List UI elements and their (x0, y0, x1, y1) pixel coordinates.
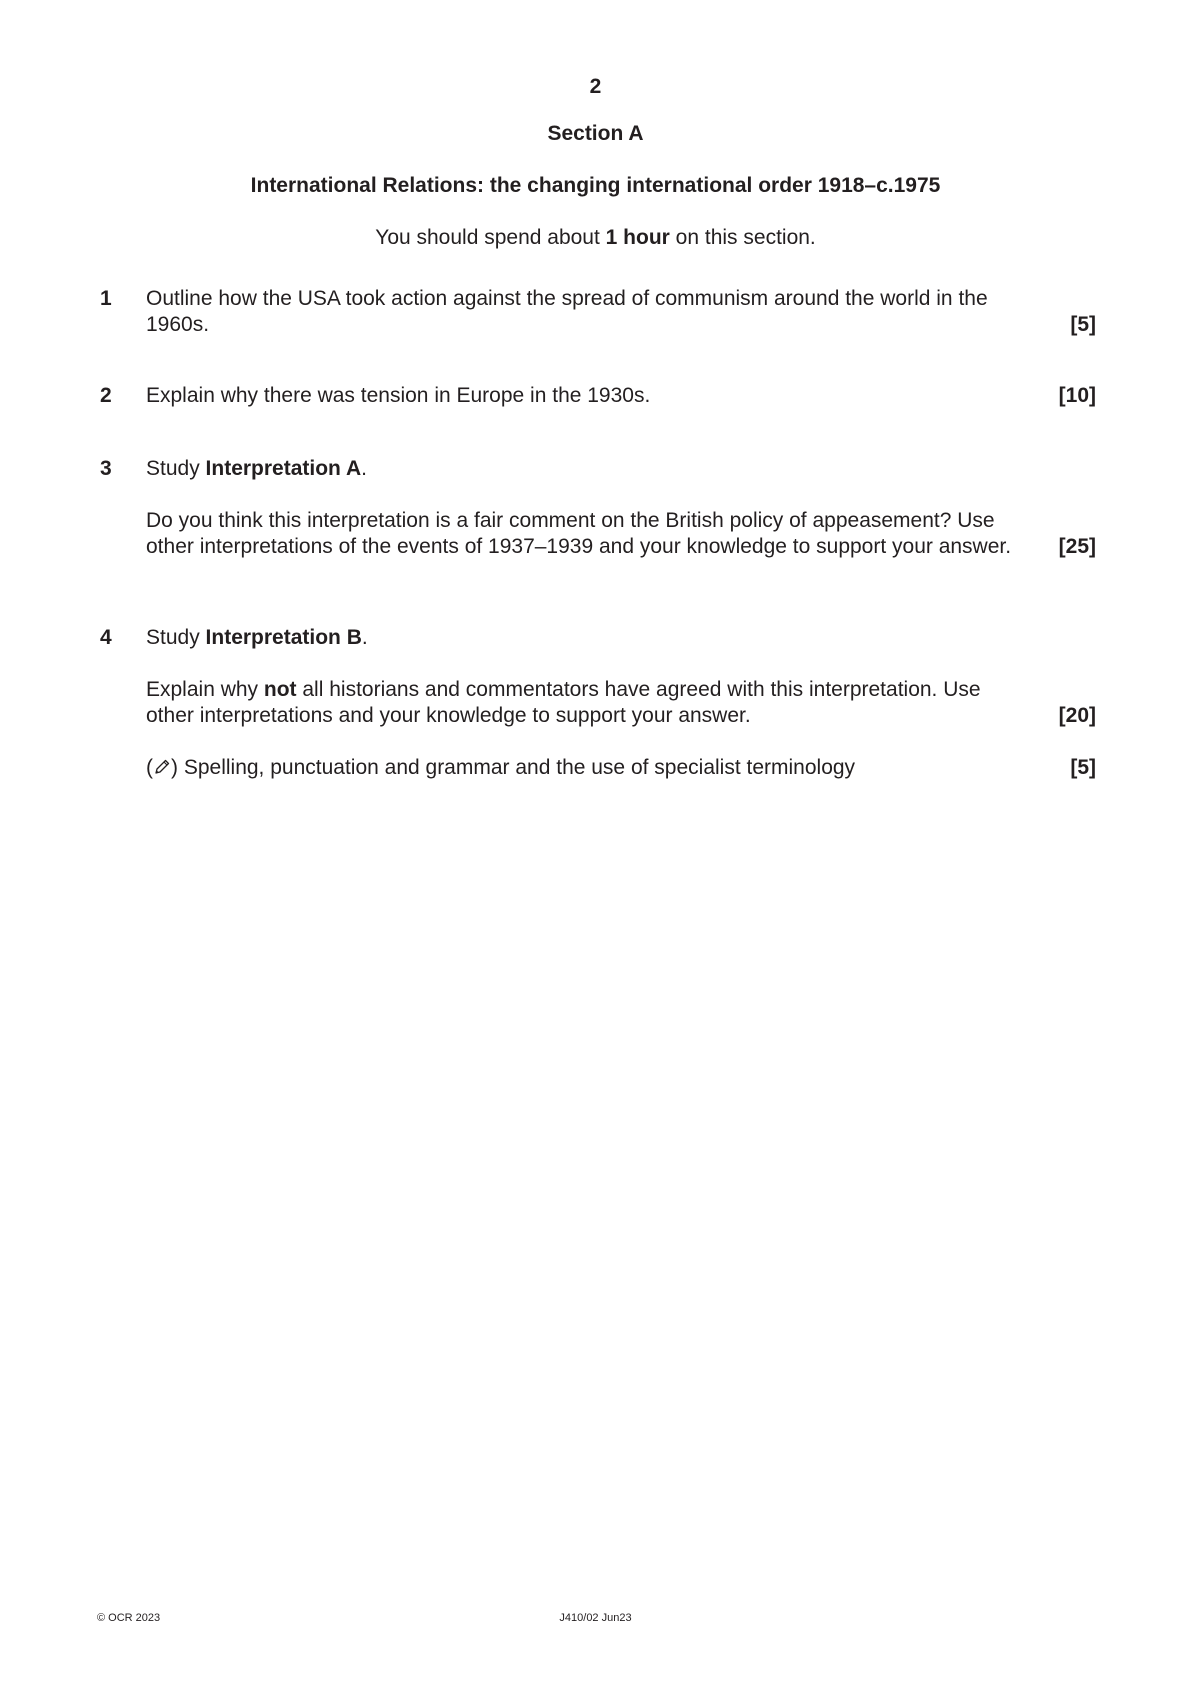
question-1 (100, 286, 1096, 338)
study-instruction (146, 625, 1026, 651)
study-punct: . (361, 457, 367, 480)
question-3 (100, 456, 1096, 560)
question-text: Outline how the USA took action against the spread of communism around the world in the 1960s. (146, 287, 988, 336)
study-source: Interpretation A (205, 457, 362, 480)
pencil-icon (153, 757, 171, 775)
footer-paper-code: J410/02 Jun23 (559, 1612, 632, 1624)
section-title: Section A (547, 122, 644, 145)
study-punct: . (361, 626, 368, 649)
spag-open-paren: ( (146, 756, 153, 779)
instruction-text-before: You should spend about (375, 226, 606, 249)
question-text: Do you think this interpretation is a fair comment on the British policy of appeasement? Use other interpretations of the events of 1937–1939 and your knowledge to support your answer. (146, 509, 1012, 558)
question-2 (100, 383, 1096, 409)
instruction-text-after: on this section. (669, 226, 816, 249)
study-text: Study (146, 457, 206, 480)
question-marks: [25] (1058, 535, 1096, 558)
question-4 (100, 625, 1096, 781)
study-instruction (146, 456, 1026, 482)
spag-line (146, 755, 1026, 781)
question-number: 1 (100, 287, 112, 310)
page-number: 2 (589, 75, 602, 98)
question-emphasis: not (263, 678, 297, 701)
question-marks: [20] (1058, 704, 1096, 727)
spag-marks: [5] (1070, 756, 1096, 779)
question-text (146, 677, 1026, 729)
study-text: Study (146, 626, 206, 649)
question-number: 4 (100, 626, 112, 649)
section-subtitle: International Relations: the changing international order 1918–c.1975 (250, 174, 941, 197)
question-text: Explain why there was tension in Europe in the 1930s. (146, 384, 651, 407)
spag-text: ) Spelling, punctuation and grammar and the use of specialist terminology (171, 756, 856, 779)
question-text-after: all historians and commentators have agreed with this interpretation. Use other interpretations and your knowledge to support your answer. (146, 678, 981, 727)
question-text-before: Explain why (146, 678, 264, 701)
question-marks: [10] (1058, 384, 1096, 407)
question-number: 2 (100, 384, 112, 407)
time-instruction (0, 226, 1191, 250)
question-number: 3 (100, 457, 112, 480)
question-marks: [5] (1070, 313, 1096, 336)
instruction-time: 1 hour (605, 226, 670, 249)
study-source: Interpretation B (205, 626, 362, 649)
footer-copyright: © OCR 2023 (97, 1612, 161, 1624)
